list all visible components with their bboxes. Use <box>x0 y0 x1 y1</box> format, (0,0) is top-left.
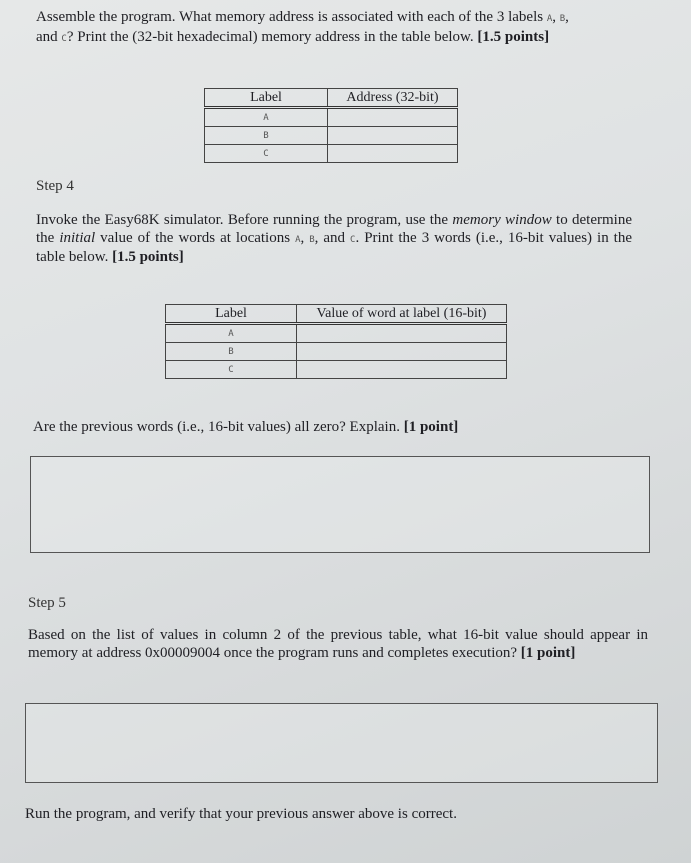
column-header-address: Address (32-bit) <box>328 89 458 108</box>
table-header-row <box>166 305 507 324</box>
label-a-code: A <box>295 234 301 245</box>
question-addresses <box>36 9 634 48</box>
address-cell[interactable] <box>328 108 458 127</box>
address-cell[interactable] <box>328 127 458 145</box>
question-text: ? Print the (32-bit hexadecimal) memory address in the table below. <box>66 28 478 45</box>
row-label: C <box>166 361 297 379</box>
question-text: Are the previous words (i.e., 16-bit values) all zero? Explain. <box>33 419 404 435</box>
step-5-question <box>28 627 648 662</box>
instruction-text: Invoke the Easy68K simulator. Before running the program, use the <box>36 212 453 228</box>
answer-box-explain[interactable] <box>30 456 650 553</box>
separator: , <box>565 9 569 25</box>
column-header-label: Label <box>205 89 328 108</box>
label-b-code: B <box>309 234 315 245</box>
instruction-text: value of the words at locations <box>95 229 296 246</box>
answer-box-memory-value[interactable] <box>25 703 658 783</box>
address-table <box>204 88 458 163</box>
column-header-label: Label <box>166 305 297 324</box>
separator: , and <box>314 229 351 246</box>
points-value: [1.5 points] <box>477 28 550 45</box>
instruction-text: to determine the <box>36 212 632 246</box>
row-label: B <box>166 343 297 361</box>
points-value: [1.5 points] <box>112 249 184 265</box>
step-4-instructions <box>36 212 632 267</box>
question-text: and <box>36 28 62 45</box>
question-text: Assemble the program. What memory address is associated with each of the 3 labels <box>36 9 547 25</box>
label-a-code: A <box>546 14 553 24</box>
table-row <box>205 108 458 127</box>
question-all-zero <box>33 419 633 437</box>
table-row <box>166 324 507 343</box>
table-header-row <box>205 89 458 108</box>
word-value-table <box>165 304 507 379</box>
table-row <box>166 343 507 361</box>
label-c-code: C <box>350 234 356 245</box>
instruction-text: . Print the 3 words (i.e., 16-bit values) in the table below. <box>36 229 633 265</box>
value-cell[interactable] <box>297 361 507 379</box>
table-row <box>205 145 458 163</box>
step-5-heading: Step 5 <box>28 595 66 611</box>
row-label: C <box>205 145 328 163</box>
step-4-heading: Step 4 <box>36 178 74 194</box>
table-row <box>166 361 507 379</box>
value-cell[interactable] <box>297 343 507 361</box>
points-value: [1 point] <box>403 419 459 435</box>
address-cell[interactable] <box>328 145 458 163</box>
table-row <box>205 127 458 145</box>
value-cell[interactable] <box>297 324 507 343</box>
row-label: A <box>205 108 328 127</box>
label-c-code: C <box>61 33 67 44</box>
row-label: B <box>205 127 328 145</box>
separator: , <box>300 229 310 246</box>
column-header-value: Value of word at label (16-bit) <box>297 305 507 324</box>
emphasis-initial: initial <box>59 229 96 246</box>
final-instruction: Run the program, and verify that your previous answer above is correct. <box>25 806 457 822</box>
points-value: [1 point] <box>520 644 576 661</box>
separator: , <box>552 9 560 25</box>
emphasis-memory-window: memory window <box>452 212 552 228</box>
row-label: A <box>166 324 297 343</box>
label-b-code: B <box>559 14 566 24</box>
question-text: Based on the list of values in column 2 of the previous table, what 16-bit value should appear in memory at address 0x00009004 once the program runs and completes execution? <box>28 627 648 661</box>
